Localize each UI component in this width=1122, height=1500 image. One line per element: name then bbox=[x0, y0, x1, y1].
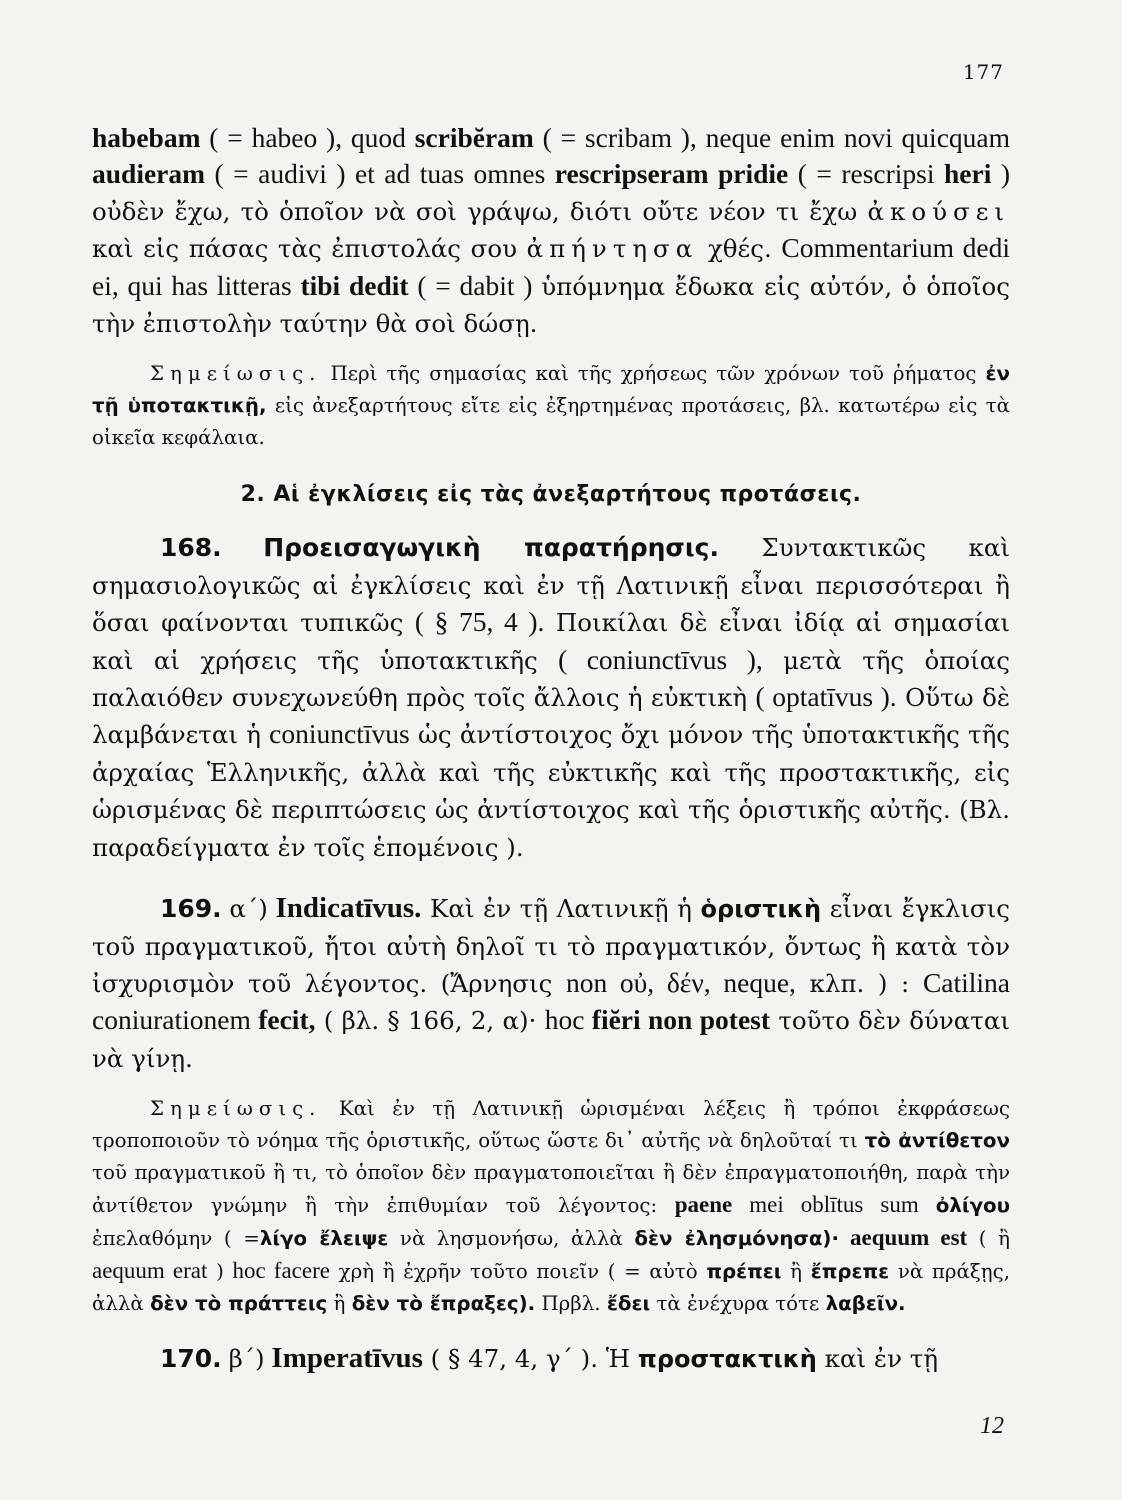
text-run: Πρβλ. bbox=[535, 1292, 607, 1316]
section-title: Προεισαγωγικὴ παρατήρησις. bbox=[263, 533, 719, 563]
greek-text: τοῦτο δὲν δύναται νὰ γίνῃ. bbox=[92, 1006, 1010, 1073]
text-run: ( = habeo ), quod bbox=[200, 122, 415, 153]
text-run: ( = scribam ), neque enim novi quicquam bbox=[533, 122, 1010, 153]
bold-term: ἔπρεπε bbox=[810, 1260, 890, 1284]
text-run: χρὴ ἢ ἐχρῆν τοῦτο ποιεῖν ( = αὐτὸ bbox=[329, 1260, 707, 1284]
text-run: ) bbox=[991, 158, 1010, 190]
bold-term: τὸ ἀντίθετον bbox=[864, 1129, 1010, 1153]
note-label: Σημείωσις. bbox=[150, 1097, 322, 1121]
latin-text: ( optatīvus ). bbox=[755, 681, 897, 713]
latin-term: habebam bbox=[92, 122, 201, 153]
signature-mark: 12 bbox=[980, 1413, 1004, 1439]
section-title: Imperatīvus bbox=[271, 1341, 423, 1374]
bold-term: δὲν ἐλησμόνησα)· bbox=[634, 1227, 839, 1251]
text-run: νὰ λησμονήσω, ἀλλὰ bbox=[388, 1227, 635, 1251]
note-2 bbox=[92, 1093, 1010, 1320]
text-run: ἢ bbox=[781, 1260, 811, 1284]
section-heading: 2. Αἱ ἐγκλίσεις εἰς τὰς ἀνεξαρτήτους προτάσεις. bbox=[240, 482, 862, 508]
latin-term: paene bbox=[674, 1192, 733, 1218]
bold-term: πρέπει bbox=[706, 1260, 782, 1284]
intro-paragraph bbox=[92, 120, 1010, 342]
greek-spaced-text: ἀκούσει bbox=[867, 196, 1010, 226]
text-run: ἐπελαθόμην ( = bbox=[92, 1227, 260, 1251]
greek-text: καὶ εἰς πάσας τὰς ἐπιστολάς σου bbox=[92, 234, 527, 264]
section-168 bbox=[92, 529, 1010, 866]
text-run: εἰς ἀνεξαρτήτους εἴτε εἰς ἐξηρτημένας προτάσεις, βλ. κατωτέρω εἰς τὰ οἰκεῖα κεφάλαια. bbox=[92, 394, 1010, 450]
text-run: Περὶ τῆς σημασίας καὶ τῆς χρήσεως τῶν χρόνων τοῦ ῥήματος bbox=[321, 362, 986, 386]
text-run: ( = audivi ) et ad tuas omnes bbox=[205, 158, 555, 190]
text-run: τοῦ πραγματικοῦ ἢ τι, τὸ ὁποῖον δὲν πραγματοποιεῖται ἢ δὲν ἐπραγματοποιήθη, παρὰ τὴν ἀντίθετον γνώμην ἢ τὴν ἐπιθυμίαν τοῦ λέγοντος: bbox=[92, 1161, 1010, 1218]
latin-text: ( § 75, 4 ). bbox=[414, 606, 545, 638]
greek-spaced-text: ἀπήντησα bbox=[526, 234, 699, 264]
bold-term: δὲν τὸ πράττεις bbox=[150, 1292, 328, 1316]
latin-text: aequum erat bbox=[92, 1258, 208, 1284]
page-number: 177 bbox=[962, 60, 1004, 84]
bold-term: ἔδει bbox=[606, 1292, 651, 1316]
section-169 bbox=[92, 890, 1010, 1077]
latin-term: fiĕri non potest bbox=[591, 1004, 771, 1036]
latin-term: rescripseram pridie bbox=[554, 158, 789, 190]
text-run: ἢ bbox=[327, 1292, 352, 1316]
text-run: ( = dabit ) bbox=[408, 269, 542, 301]
bold-term: προστακτικὴ bbox=[637, 1344, 817, 1373]
page-content bbox=[92, 120, 1010, 1377]
latin-text: mei oblītus sum bbox=[732, 1192, 936, 1218]
bold-term: λίγο ἔλειψε bbox=[259, 1227, 389, 1251]
bold-term: ὀλίγου bbox=[935, 1194, 1010, 1218]
bold-term: ἐν τῇ ὑποτακτικῇ, bbox=[92, 362, 1010, 418]
text-run: ) bbox=[207, 1260, 233, 1284]
text-run: Καὶ ἐν τῇ Λατινικῇ ὡρισμέναι λέξεις ἢ τρόποι ἐκφράσεως τροποποιοῦν τὸ νόημα τῆς ὁριστικῆς, οὕτως ὥστε δι᾽ αὐτῆς νὰ δηλοῦταί τι bbox=[92, 1097, 1010, 1153]
greek-text: ὑπόμνημα ἔδωκα εἰς αὐτόν, ὁ ὁποῖος τὴν ἐπιστολὴν ταύτην θὰ σοὶ δώσῃ. bbox=[92, 271, 1011, 339]
latin-term: scribĕram bbox=[414, 122, 534, 153]
bold-term: λαβεῖν. bbox=[825, 1292, 906, 1316]
text-run: ( ἢ bbox=[967, 1227, 1010, 1251]
greek-text: χθές. bbox=[698, 234, 782, 264]
greek-text: εἶναι ἔγκλισις τοῦ πραγματικοῦ, ἤτοι αὐτὴ δηλοῖ τι τὸ πραγματικόν, ὄντως ἢ κατὰ τὸν ἰσχυρισμὸν τοῦ λέγοντος. (Ἄρνησις bbox=[92, 894, 1010, 998]
text-run: νὰ πράξῃς, ἀλλὰ bbox=[92, 1260, 1010, 1316]
latin-term: audieram bbox=[92, 158, 206, 190]
latin-term: fecit, bbox=[258, 1004, 316, 1036]
bold-term: ὁριστικὴ bbox=[700, 895, 822, 924]
section-title: Indicatīvus. bbox=[275, 892, 422, 925]
section-number: 169. bbox=[160, 894, 222, 924]
latin-text: hoc bbox=[544, 1004, 592, 1036]
greek-text: καὶ ἐν τῇ bbox=[816, 1343, 938, 1373]
latin-text: coniunctīvus bbox=[269, 718, 410, 750]
bold-term: δὲν τὸ ἔπραξες). bbox=[351, 1292, 536, 1316]
latin-text: ( coniunctīvus ), bbox=[558, 643, 763, 675]
greek-text: οὐδὲν ἔχω, τὸ ὁποῖον νὰ σοὶ γράψω, διότι οὔτε νέον τι ἔχω bbox=[92, 196, 868, 226]
note-1 bbox=[92, 358, 1010, 454]
greek-text: κλπ. ) : bbox=[795, 968, 923, 998]
greek-text: ὡς ἀντίστοιχος ὄχι μόνον τῆς ὑποτακτικῆς τῆς ἀρχαίας Ἑλληνικῆς, ἀλλὰ καὶ τῆς εὐκτικῆς καὶ τῆς προστακτικῆς, εἰς ὡρισμένας δὲ περιπτώσεις ὡς ἀντίστοιχος καὶ τῆς ὁριστικῆς αὐτῆς. (Βλ. παραδείγματα ἐν τοῖς ἑπομένοις ). bbox=[92, 720, 1010, 862]
greek-text: Καὶ ἐν τῇ Λατινικῇ ἡ bbox=[421, 894, 701, 924]
greek-text: Οὕτω δὲ λαμβάνεται ἡ bbox=[92, 683, 1010, 750]
text-run: ( = rescripsi bbox=[788, 158, 944, 190]
greek-text: ( βλ. § 166, 2, α)· bbox=[315, 1006, 545, 1036]
note-label: Σημείωσις. bbox=[150, 362, 322, 386]
text-run: Commentarium dedi ei, qui has litteras bbox=[92, 232, 1011, 301]
latin-text: Catilina coniurationem bbox=[92, 966, 1011, 1036]
greek-text: μετὰ τῆς ὁποίας παλαιόθεν συνεχωνεύθη πρὸς τοῖς ἄλλοις ἡ εὐκτικὴ bbox=[92, 645, 1010, 713]
section-letter: β΄) bbox=[228, 1343, 265, 1373]
section-number: 168. bbox=[160, 533, 222, 563]
greek-text: Συντακτικῶς καὶ σημασιολογικῶς αἱ ἐγκλίσεις καὶ ἐν τῇ Λατινικῇ εἶναι περισσότεραι ἢ ὅσαι φαίνονται τυπικῶς bbox=[92, 533, 1010, 638]
latin-text: non οὐ, δέν, neque, bbox=[565, 966, 796, 998]
section-letter: α΄) bbox=[229, 894, 268, 924]
latin-term: tibi dedit bbox=[300, 269, 409, 301]
section-170 bbox=[92, 1340, 1010, 1377]
section-number: 170. bbox=[160, 1343, 222, 1373]
greek-text: Ποικίλαι δὲ εἶναι ἰδίᾳ αἱ σημασίαι καὶ αἱ χρήσεις τῆς ὑποτακτικῆς bbox=[92, 608, 1010, 675]
text-run: τὰ ἐνέχυρα τότε bbox=[650, 1292, 826, 1316]
greek-text: ( § 47, 4, γ΄ ). Ἡ bbox=[422, 1343, 638, 1373]
latin-text: hoc facere bbox=[232, 1258, 330, 1284]
latin-term: heri bbox=[944, 158, 992, 190]
latin-term: aequum est bbox=[838, 1225, 968, 1251]
